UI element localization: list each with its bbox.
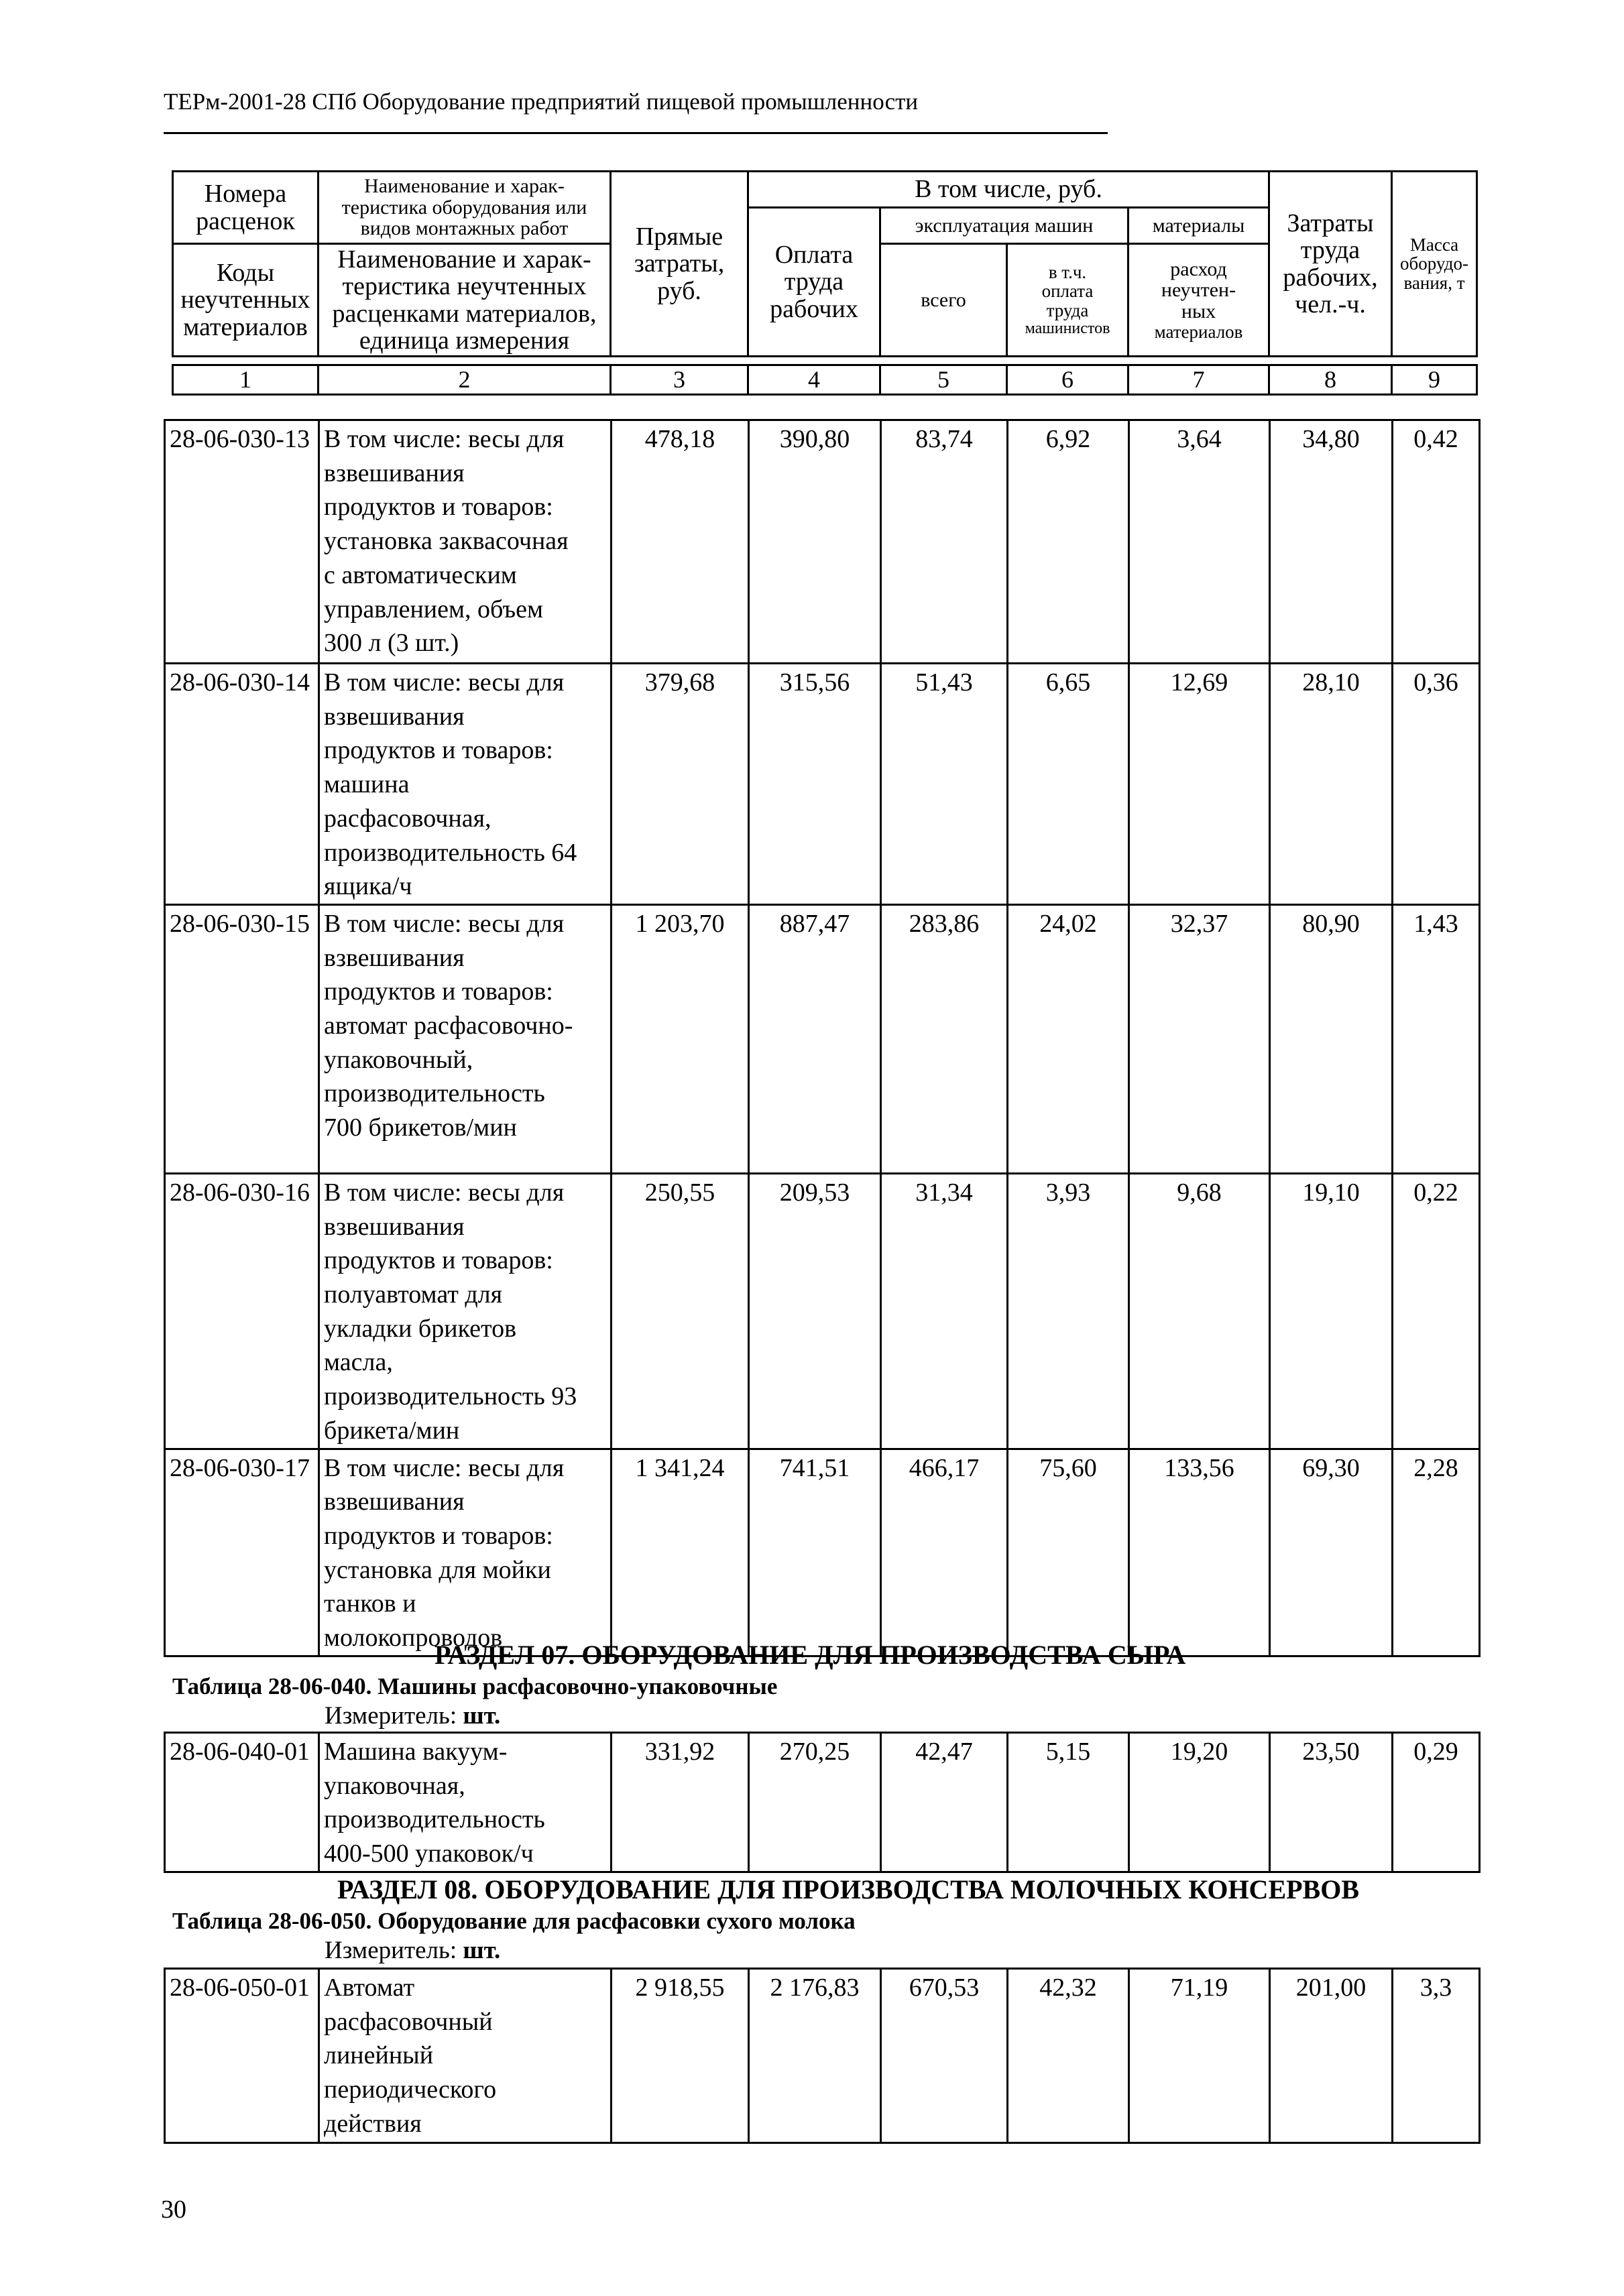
machine-total: 670,53 [881, 1969, 1008, 2143]
page-number: 30 [161, 2195, 186, 2224]
equipment-mass: 0,29 [1393, 1733, 1480, 1872]
machine-total: 83,74 [881, 420, 1008, 664]
header-work-name: Наименование и харак- теристика оборудования или видов монтажных работ [318, 172, 611, 244]
rate-code: 28-06-040-01 [165, 1733, 319, 1872]
labor-hours: 69,30 [1270, 1449, 1393, 1656]
column-number: 9 [1392, 365, 1477, 395]
header-unaccounted-codes: Коды неучтенных материалов [173, 244, 318, 357]
direct-costs: 1 341,24 [612, 1449, 749, 1656]
section-08-title: РАЗДЕЛ 08. ОБОРУДОВАНИЕ ДЛЯ ПРОИЗВОДСТВА МОЛОЧНЫХ КОНСЕРВОВ [337, 1874, 1360, 1905]
rates-table-040 [164, 1732, 1481, 1873]
worker-pay: 741,51 [749, 1449, 881, 1656]
operator-pay: 6,92 [1008, 420, 1129, 664]
labor-hours: 80,90 [1270, 904, 1393, 1173]
equipment-mass: 0,42 [1393, 420, 1480, 664]
rate-code: 28-06-050-01 [165, 1969, 319, 2143]
header-including: В том числе, руб. [748, 172, 1269, 208]
equipment-mass: 0,36 [1393, 664, 1480, 905]
column-number: 6 [1007, 365, 1128, 395]
rate-code: 28-06-030-16 [165, 1173, 319, 1449]
section-07-title: РАЗДЕЛ 07. ОБОРУДОВАНИЕ ДЛЯ ПРОИЗВОДСТВА СЫРА [434, 1640, 1186, 1670]
header-machine-operation: эксплуатация машин [880, 208, 1128, 244]
table-row [165, 1733, 1480, 1872]
machine-total: 51,43 [881, 664, 1008, 905]
materials-cost: 9,68 [1129, 1173, 1270, 1449]
direct-costs: 2 918,55 [612, 1969, 749, 2143]
rate-code: 28-06-030-14 [165, 664, 319, 905]
table-row [165, 1969, 1480, 2143]
column-number: 8 [1269, 365, 1392, 395]
worker-pay: 390,80 [749, 420, 881, 664]
worker-pay: 270,25 [749, 1733, 881, 1872]
unit-value: шт. [463, 1937, 501, 1964]
labor-hours: 23,50 [1270, 1733, 1393, 1872]
materials-cost: 19,20 [1129, 1733, 1270, 1872]
equipment-mass: 1,43 [1393, 904, 1480, 1173]
header-operator-pay: в т.ч. оплата труда машинистов [1007, 244, 1128, 357]
header-machines-total: всего [880, 244, 1007, 357]
materials-cost: 133,56 [1129, 1449, 1270, 1656]
header-labor-costs: Затраты труда рабочих, чел.-ч. [1269, 172, 1392, 357]
rate-description: Автомат расфасовочный линейный периодического действия [319, 1969, 612, 2143]
machine-total: 466,17 [881, 1449, 1008, 1656]
worker-pay: 209,53 [749, 1173, 881, 1449]
labor-hours: 19,10 [1270, 1173, 1393, 1449]
header-direct-costs: Прямые затраты, руб. [611, 172, 748, 357]
machine-total: 31,34 [881, 1173, 1008, 1449]
unit-of-measure [325, 1701, 500, 1730]
labor-hours: 34,80 [1270, 420, 1393, 664]
materials-cost: 3,64 [1129, 420, 1270, 664]
column-number: 2 [318, 365, 611, 395]
table-row [165, 420, 1480, 664]
table-040-title: Таблица 28-06-040. Машины расфасовочно-упаковочные [172, 1673, 778, 1699]
rate-code: 28-06-030-17 [165, 1449, 319, 1656]
labor-hours: 28,10 [1270, 664, 1393, 905]
header-rate-number: Номера расценок [173, 172, 318, 244]
materials-cost: 71,19 [1129, 1969, 1270, 2143]
direct-costs: 478,18 [612, 420, 749, 664]
rate-description: Машина вакуум- упаковочная, производительность 400-500 упаковок/ч [319, 1733, 612, 1872]
header-rule [164, 132, 1108, 134]
page-header: ТЕРм-2001-28 СПб Оборудование предприятий пищевой промышленности [164, 88, 919, 115]
rate-description: В том числе: весы для взвешивания продуктов и товаров: полуавтомат для укладки брикетов масла, производительность 93 брикета/мин [319, 1173, 612, 1449]
operator-pay: 6,65 [1008, 664, 1129, 905]
column-number: 7 [1128, 365, 1269, 395]
operator-pay: 75,60 [1008, 1449, 1129, 1656]
column-number: 4 [748, 365, 880, 395]
column-number: 5 [880, 365, 1007, 395]
operator-pay: 3,93 [1008, 1173, 1129, 1449]
rate-code: 28-06-030-15 [165, 904, 319, 1173]
machine-total: 283,86 [881, 904, 1008, 1173]
rate-description: В том числе: весы для взвешивания продуктов и товаров: машина расфасовочная, производительность 64 ящика/ч [319, 664, 612, 905]
labor-hours: 201,00 [1270, 1969, 1393, 2143]
operator-pay: 5,15 [1008, 1733, 1129, 1872]
table-row [165, 904, 1480, 1173]
rates-table-030 [164, 419, 1481, 1657]
worker-pay: 887,47 [749, 904, 881, 1173]
column-number-row [172, 364, 1478, 396]
worker-pay: 2 176,83 [749, 1969, 881, 2143]
header-material-consumption: расход неучтен- ных материалов [1128, 244, 1269, 357]
table-row [165, 664, 1480, 905]
equipment-mass: 0,22 [1393, 1173, 1480, 1449]
table-050-title: Таблица 28-06-050. Оборудование для расфасовки сухого молока [172, 1908, 856, 1934]
rate-description: В том числе: весы для взвешивания продуктов и товаров: установка заквасочная с автоматическим управлением, объем 300 л (3 шт.) [319, 420, 612, 664]
materials-cost: 32,37 [1129, 904, 1270, 1173]
table-row [165, 1449, 1480, 1656]
rates-table-050 [164, 1968, 1481, 2144]
machine-total: 42,47 [881, 1733, 1008, 1872]
unit-of-measure [325, 1936, 500, 1965]
direct-costs: 250,55 [612, 1173, 749, 1449]
column-header-table [172, 170, 1478, 357]
worker-pay: 315,56 [749, 664, 881, 905]
header-materials: материалы [1128, 208, 1269, 244]
column-number: 1 [173, 365, 318, 395]
equipment-mass: 3,3 [1393, 1969, 1480, 2143]
table-row [165, 1173, 1480, 1449]
unit-label: Измеритель: [325, 1937, 457, 1964]
direct-costs: 1 203,70 [612, 904, 749, 1173]
header-equipment-mass: Масса оборудо- вания, т [1392, 172, 1477, 357]
equipment-mass: 2,28 [1393, 1449, 1480, 1656]
direct-costs: 379,68 [612, 664, 749, 905]
direct-costs: 331,92 [612, 1733, 749, 1872]
rate-description: В том числе: весы для взвешивания продуктов и товаров: установка для мойки танков и молокопроводов [319, 1449, 612, 1656]
header-worker-pay: Оплата труда рабочих [748, 208, 880, 357]
unit-label: Измеритель: [325, 1702, 457, 1730]
operator-pay: 42,32 [1008, 1969, 1129, 2143]
unit-value: шт. [463, 1702, 501, 1730]
rate-code: 28-06-030-13 [165, 420, 319, 664]
header-materials-name: Наименование и харак- теристика неучтенных расценками материалов, единица измерения [318, 244, 611, 357]
rate-description: В том числе: весы для взвешивания продуктов и товаров: автомат расфасовочно- упаковочный, производительность 700 брикетов/мин [319, 904, 612, 1173]
column-number: 3 [611, 365, 748, 395]
operator-pay: 24,02 [1008, 904, 1129, 1173]
materials-cost: 12,69 [1129, 664, 1270, 905]
